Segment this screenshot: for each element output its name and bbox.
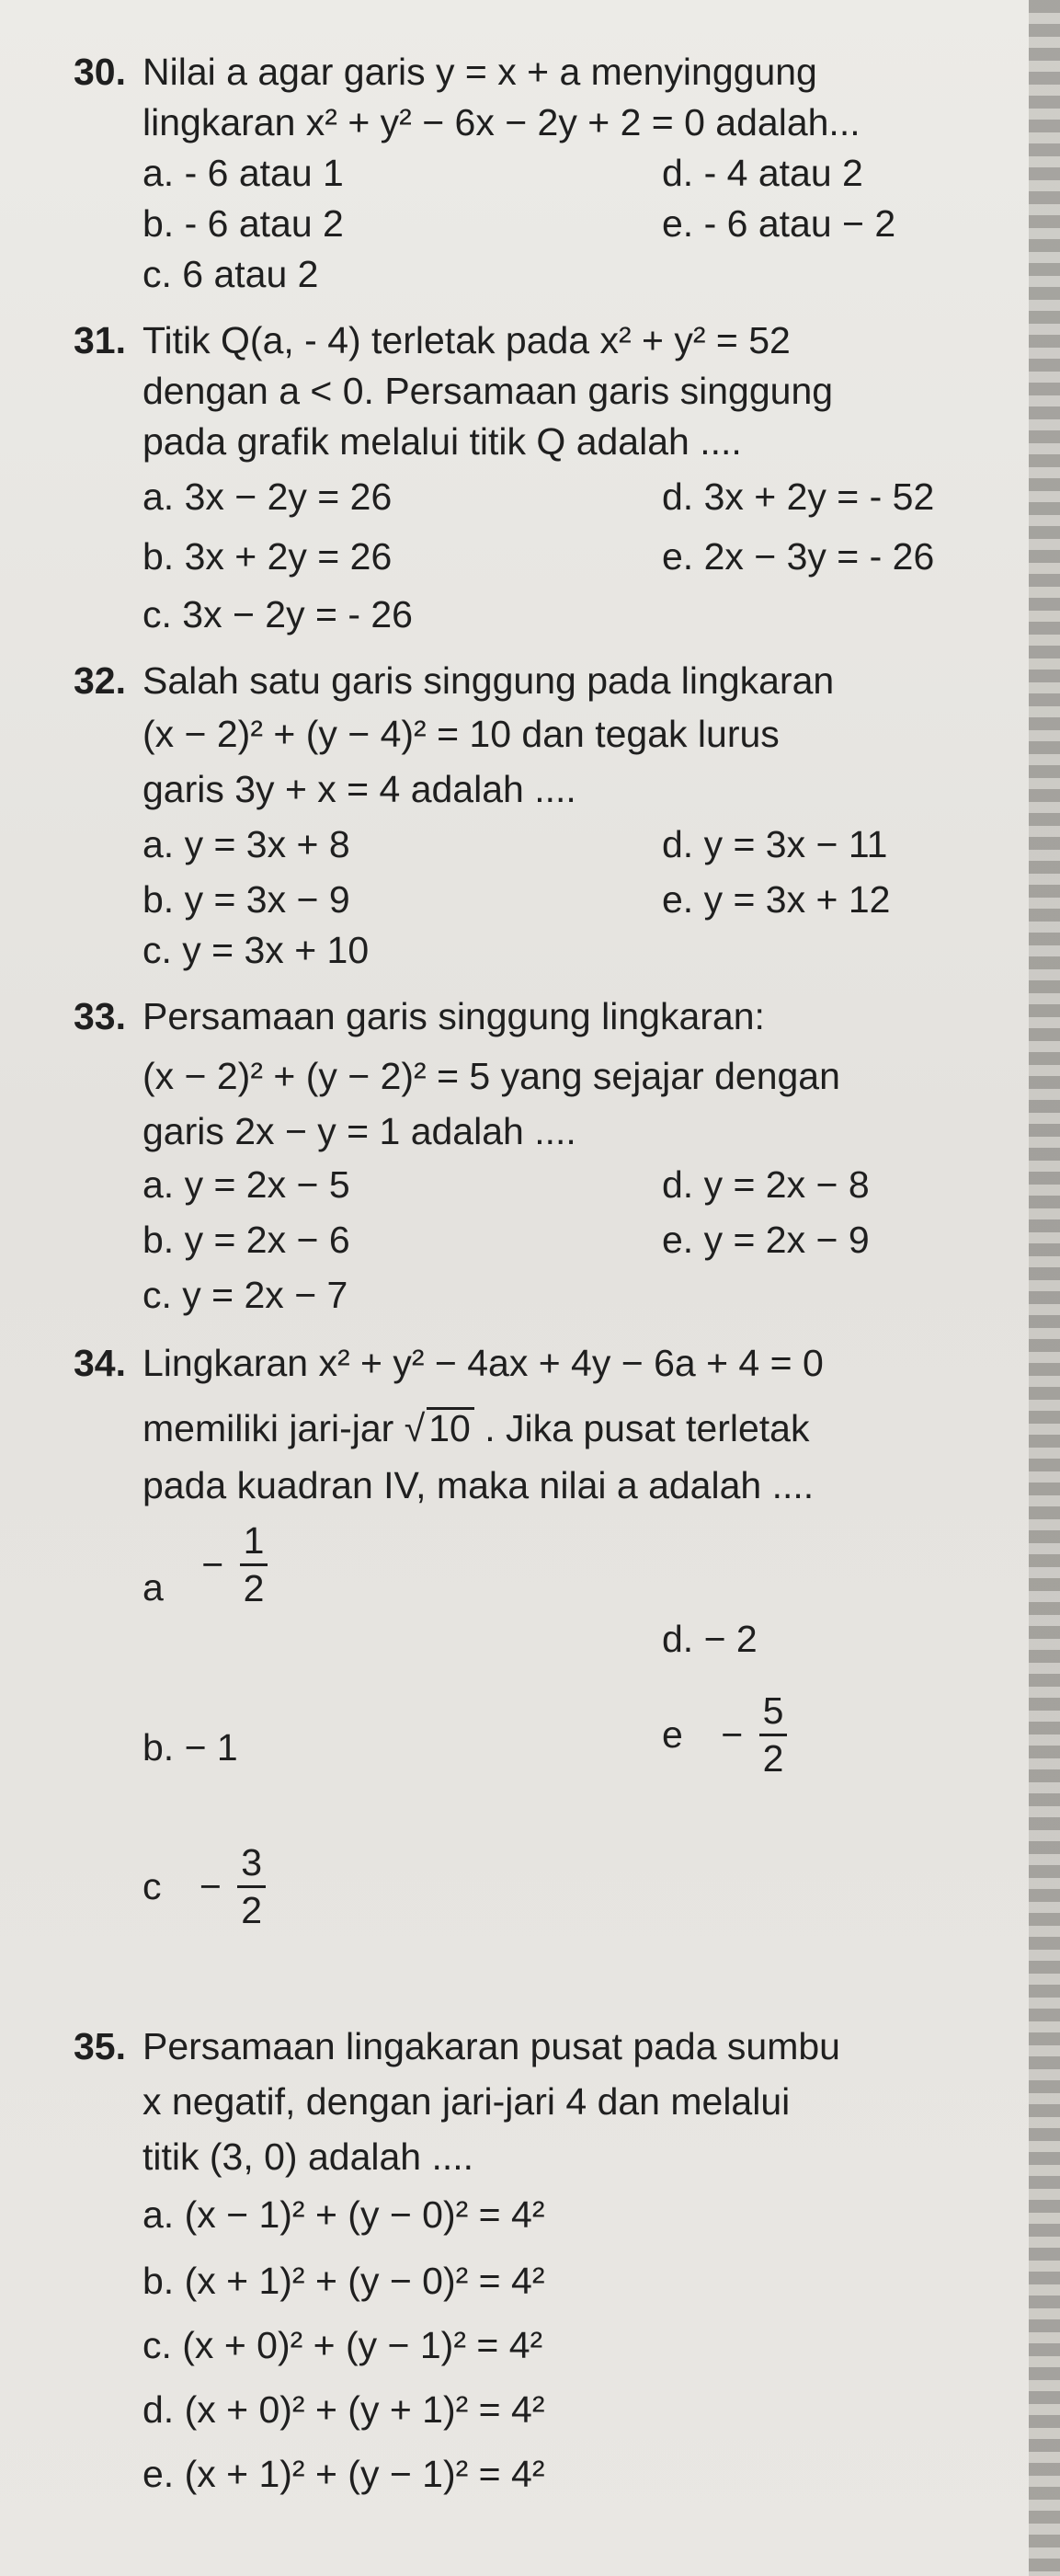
- fraction: [237, 1841, 266, 1931]
- option-b: b. y = 3x − 9: [142, 878, 350, 921]
- question-stem-line: (x − 2)² + (y − 2)² = 5 yang sejajar dengan: [142, 1055, 840, 1097]
- question-stem-line: dengan a < 0. Persamaan garis singgung: [142, 370, 834, 412]
- option-e: e. 2x − 3y = - 26: [662, 535, 935, 578]
- page-edge-shadow: [1029, 0, 1060, 2576]
- question-stem-line: Titik Q(a, - 4) terletak pada x² + y² = 52: [142, 319, 791, 361]
- option-label: c: [142, 1865, 162, 1907]
- question-stem-line: Salah satu garis singgung pada lingkaran: [142, 659, 835, 702]
- option-a: a. y = 2x − 5: [142, 1163, 350, 1206]
- option-d: d. − 2: [662, 1618, 758, 1660]
- option-a: a. - 6 atau 1: [142, 152, 344, 194]
- numerator: 3: [241, 1841, 263, 1883]
- question-number: 31.: [74, 319, 126, 361]
- fraction: [240, 1519, 268, 1609]
- sqrt-radicand: 10: [427, 1407, 474, 1448]
- option-a: a. (x − 1)² + (y − 0)² = 4²: [142, 2193, 545, 2236]
- option-b: b. y = 2x − 6: [142, 1219, 350, 1261]
- fraction: [759, 1689, 788, 1780]
- option-c: c. 3x − 2y = - 26: [142, 593, 413, 635]
- question-stem-line: titik (3, 0) adalah ....: [142, 2135, 474, 2178]
- option-b: b. (x + 1)² + (y − 0)² = 4²: [142, 2260, 545, 2302]
- question-stem-line: (x − 2)² + (y − 4)² = 10 dan tegak lurus: [142, 713, 780, 755]
- option-b: b. - 6 atau 2: [142, 202, 344, 245]
- question-stem-line: Nilai a agar garis y = x + a menyinggung: [142, 51, 817, 93]
- option-b: b. − 1: [142, 1726, 238, 1769]
- denominator: 2: [759, 1734, 788, 1778]
- option-b: b. 3x + 2y = 26: [142, 535, 393, 578]
- option-e: e. y = 2x − 9: [662, 1219, 870, 1261]
- sqrt-sign: √: [404, 1407, 426, 1449]
- denominator: 2: [237, 1885, 266, 1929]
- stem-text: memiliki jari-jar: [142, 1407, 405, 1449]
- question-stem-line: lingkaran x² + y² − 6x − 2y + 2 = 0 adalah...: [142, 101, 861, 143]
- question-stem-line: garis 2x − y = 1 adalah ....: [142, 1110, 576, 1152]
- option-d: d. (x + 0)² + (y + 1)² = 4²: [142, 2388, 545, 2431]
- option-a: a. y = 3x + 8: [142, 823, 350, 865]
- minus-sign: −: [721, 1713, 744, 1756]
- question-number: 34.: [74, 1342, 126, 1384]
- option-c: [142, 1841, 266, 1931]
- option-label: a: [142, 1566, 164, 1609]
- question-number: 33.: [74, 995, 126, 1037]
- question-stem-line: Persamaan lingakaran pusat pada sumbu: [142, 2025, 840, 2067]
- denominator: 2: [240, 1563, 268, 1608]
- option-e: [662, 1689, 787, 1780]
- option-d: d. - 4 atau 2: [662, 152, 863, 194]
- option-c: c. y = 2x − 7: [142, 1274, 348, 1316]
- stem-text: . Jika pusat terletak: [473, 1407, 810, 1449]
- question-stem-line: garis 3y + x = 4 adalah ....: [142, 768, 576, 810]
- option-a: a. 3x − 2y = 26: [142, 475, 393, 518]
- question-stem-line: Lingkaran x² + y² − 4ax + 4y − 6a + 4 = 0: [142, 1342, 824, 1384]
- option-d: d. 3x + 2y = - 52: [662, 475, 935, 518]
- option-c: c. (x + 0)² + (y − 1)² = 4²: [142, 2324, 543, 2366]
- minus-sign: −: [199, 1865, 222, 1907]
- option-e: e. y = 3x + 12: [662, 878, 891, 921]
- question-stem-line: x negatif, dengan jari-jari 4 dan melalui: [142, 2080, 791, 2123]
- question-number: 32.: [74, 659, 126, 702]
- option-d: d. y = 2x − 8: [662, 1163, 870, 1206]
- option-e: e. (x + 1)² + (y − 1)² = 4²: [142, 2453, 545, 2495]
- question-stem-line: pada kuadran IV, maka nilai a adalah ....: [142, 1464, 815, 1506]
- option-label: e: [662, 1713, 683, 1756]
- option-c: c. y = 3x + 10: [142, 929, 370, 971]
- option-a: [142, 1519, 268, 1609]
- minus-sign: −: [201, 1543, 224, 1586]
- question-stem-line: pada grafik melalui titik Q adalah ....: [142, 420, 742, 463]
- question-number: 35.: [74, 2025, 126, 2067]
- option-d: d. y = 3x − 11: [662, 823, 888, 865]
- option-c: c. 6 atau 2: [142, 253, 319, 295]
- option-e: e. - 6 atau − 2: [662, 202, 896, 245]
- question-stem-line: Persamaan garis singgung lingkaran:: [142, 995, 765, 1037]
- question-stem-line: [142, 1407, 809, 1448]
- numerator: 1: [243, 1519, 265, 1562]
- question-number: 30.: [74, 51, 126, 93]
- numerator: 5: [762, 1689, 784, 1732]
